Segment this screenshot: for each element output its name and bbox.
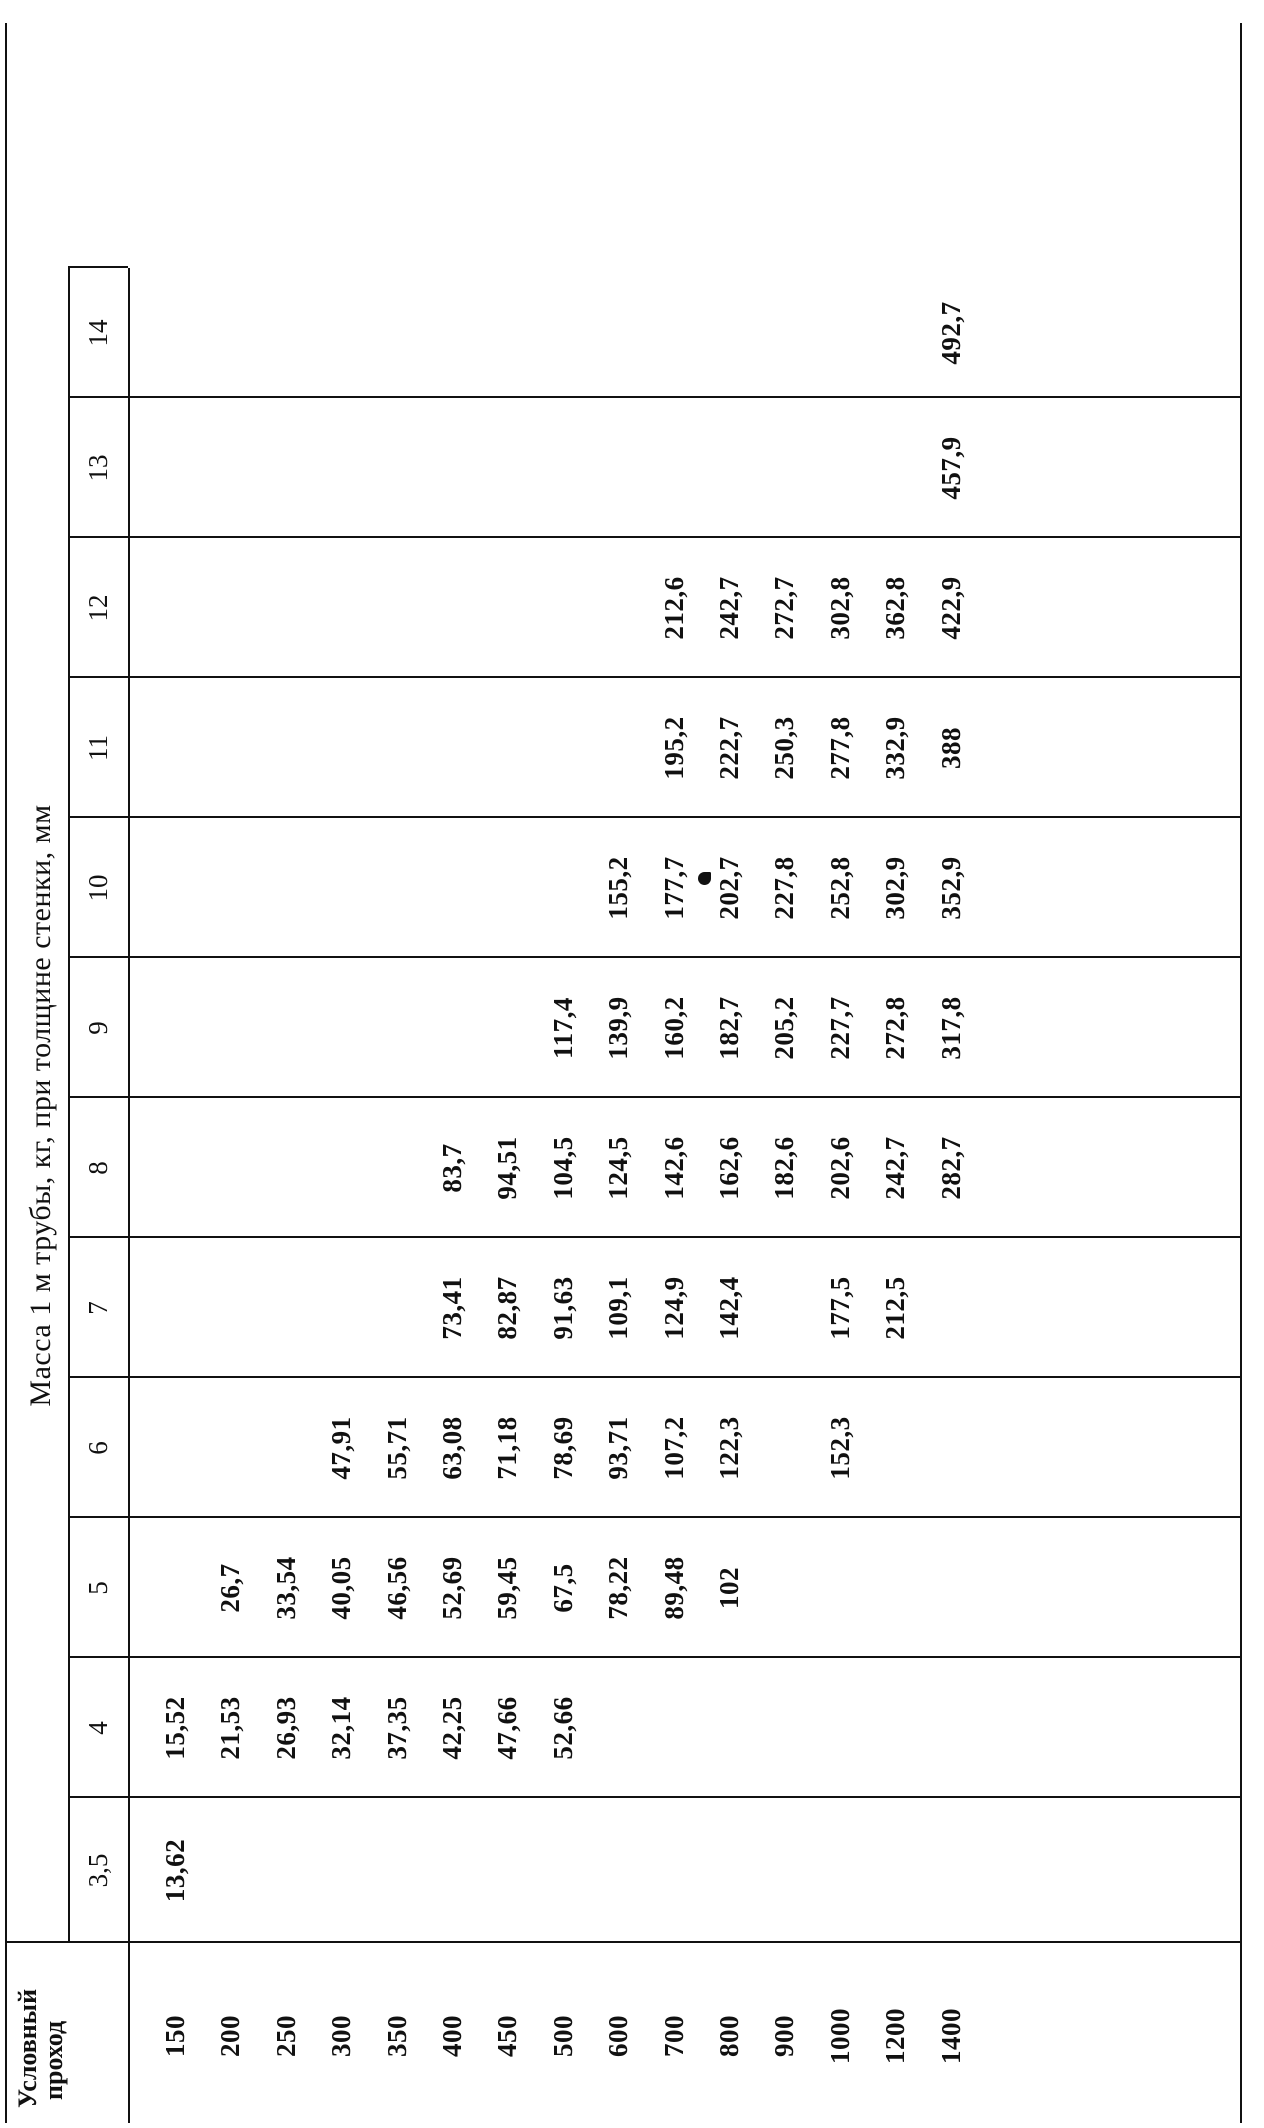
mass-cell: 63,08 xyxy=(437,1416,467,1480)
thickness-header: 5 xyxy=(83,1581,113,1595)
thickness-header: 7 xyxy=(83,1301,113,1315)
mass-cell: 160,2 xyxy=(658,996,689,1060)
column-rule xyxy=(68,676,1240,678)
dn-cell: 150 xyxy=(160,2015,190,2057)
dn-cell: 200 xyxy=(215,2015,246,2057)
thickness-header: 10 xyxy=(83,874,113,902)
mass-cell: 40,05 xyxy=(326,1556,357,1620)
mass-cell: 42,25 xyxy=(437,1696,467,1760)
thickness-header: 8 xyxy=(83,1161,113,1175)
dn-cell: 1200 xyxy=(880,2008,911,2064)
thickness-header: 13 xyxy=(83,454,113,482)
mass-cell: 67,5 xyxy=(547,1563,578,1613)
mass-cell: 33,54 xyxy=(270,1556,301,1620)
mass-cell: 142,6 xyxy=(658,1136,689,1200)
mass-cell: 177,5 xyxy=(824,1276,855,1340)
mass-cell: 32,14 xyxy=(326,1696,357,1760)
mass-cell: 272,8 xyxy=(880,996,911,1060)
mass-cell: 46,56 xyxy=(381,1556,412,1620)
mass-cell: 202,7 xyxy=(714,856,744,920)
mass-cell: 162,6 xyxy=(714,1136,744,1200)
thickness-header: 12 xyxy=(83,594,113,622)
mass-cell: 155,2 xyxy=(603,856,634,920)
dn-cell: 700 xyxy=(658,2015,689,2057)
mass-cell: 317,8 xyxy=(935,996,966,1060)
mass-cell: 250,3 xyxy=(769,716,800,780)
mass-cell: 52,66 xyxy=(547,1696,578,1760)
mass-cell: 117,4 xyxy=(547,997,578,1059)
mass-cell: 152,3 xyxy=(824,1416,855,1480)
mass-cell: 277,8 xyxy=(824,716,855,780)
mass-cell: 59,45 xyxy=(492,1556,523,1620)
column-rule xyxy=(68,266,128,268)
mass-cell: 104,5 xyxy=(547,1136,578,1200)
mass-cell: 78,22 xyxy=(603,1556,634,1620)
mass-cell: 212,5 xyxy=(880,1276,911,1340)
mass-cell: 272,7 xyxy=(769,576,800,640)
mass-cell: 142,4 xyxy=(714,1276,744,1340)
mass-cell: 195,2 xyxy=(658,716,689,780)
dn-cell: 800 xyxy=(714,2015,744,2057)
column-rule xyxy=(68,1096,1240,1098)
mass-cell: 78,69 xyxy=(547,1416,578,1480)
mass-cell: 212,6 xyxy=(658,576,689,640)
mass-cell: 252,8 xyxy=(824,856,855,920)
mass-cell: 302,9 xyxy=(880,856,911,920)
mass-cell: 222,7 xyxy=(714,716,744,780)
mass-cell: 177,7 xyxy=(658,856,689,920)
table-border-bottom xyxy=(1240,23,1242,2123)
dn-cell: 900 xyxy=(769,2015,800,2057)
thickness-header: 6 xyxy=(83,1441,113,1455)
column-rule xyxy=(68,1516,1240,1518)
mass-cell: 457,9 xyxy=(935,436,966,500)
dn-cell: 400 xyxy=(437,2015,467,2057)
column-rule xyxy=(68,396,1240,398)
mass-cell: 422,9 xyxy=(935,576,966,640)
dn-cell: 450 xyxy=(492,2015,523,2057)
column-rule xyxy=(68,1376,1240,1378)
mass-cell: 227,8 xyxy=(769,856,800,920)
mass-cell: 82,87 xyxy=(492,1276,523,1340)
mass-cell: 47,91 xyxy=(326,1416,357,1480)
mass-cell: 124,9 xyxy=(658,1276,689,1340)
mass-cell: 47,66 xyxy=(492,1696,523,1760)
dn-cell: 1400 xyxy=(935,2008,966,2064)
mass-cell: 492,7 xyxy=(935,301,966,365)
mass-cell: 91,63 xyxy=(547,1276,578,1340)
mass-cell: 107,2 xyxy=(658,1416,689,1480)
mass-cell: 55,71 xyxy=(381,1416,412,1480)
table-caption: Масса 1 м трубы, кг, при толщине стенки, мм xyxy=(23,804,57,1407)
mass-cell: 122,3 xyxy=(714,1416,744,1480)
mass-cell: 182,7 xyxy=(714,996,744,1060)
mass-cell: 362,8 xyxy=(880,576,911,640)
thickness-header: 4 xyxy=(83,1721,113,1735)
mass-cell: 332,9 xyxy=(880,716,911,780)
column-rule xyxy=(68,1236,1240,1238)
mass-cell: 73,41 xyxy=(437,1276,467,1340)
thickness-header: 9 xyxy=(83,1021,113,1035)
mass-cell: 205,2 xyxy=(769,996,800,1060)
mass-cell: 282,7 xyxy=(935,1136,966,1200)
column-rule xyxy=(68,816,1240,818)
thickness-header: 11 xyxy=(83,735,113,761)
column-rule xyxy=(68,1796,1240,1798)
mass-cell: 102 xyxy=(714,1567,744,1609)
mass-cell: 352,9 xyxy=(935,856,966,920)
mass-cell: 202,6 xyxy=(824,1136,855,1200)
dn-cell: 250 xyxy=(270,2015,301,2057)
mass-cell: 52,69 xyxy=(437,1556,467,1620)
ink-mark xyxy=(698,872,711,885)
mass-cell: 37,35 xyxy=(381,1696,412,1760)
mass-cell: 26,93 xyxy=(270,1696,301,1760)
mass-cell: 89,48 xyxy=(658,1556,689,1620)
column-rule xyxy=(68,956,1240,958)
mass-cell: 242,7 xyxy=(714,576,744,640)
mass-cell: 15,52 xyxy=(160,1696,190,1760)
dn-cell: 300 xyxy=(326,2015,357,2057)
row-header-line1: Условный xyxy=(13,1988,42,2108)
column-rule xyxy=(68,536,1240,538)
mass-cell: 182,6 xyxy=(769,1136,800,1200)
mass-cell: 242,7 xyxy=(880,1136,911,1200)
column-rule xyxy=(5,1941,1240,1943)
mass-cell: 94,51 xyxy=(492,1136,523,1200)
mass-cell: 26,7 xyxy=(215,1563,246,1613)
mass-cell: 124,5 xyxy=(603,1136,634,1200)
mass-cell: 13,62 xyxy=(160,1838,190,1903)
mass-cell: 302,8 xyxy=(824,576,855,640)
thickness-header: 14 xyxy=(83,319,113,347)
mass-cell: 109,1 xyxy=(603,1276,634,1340)
dn-cell: 600 xyxy=(603,2015,634,2057)
mass-cell: 21,53 xyxy=(215,1696,246,1760)
mass-cell: 139,9 xyxy=(603,996,634,1060)
dn-cell: 500 xyxy=(547,2015,578,2057)
caption-rule xyxy=(68,268,70,1943)
header-rule xyxy=(128,268,130,2123)
mass-cell: 388 xyxy=(935,727,966,769)
dn-cell: 1000 xyxy=(824,2008,855,2064)
row-header-line2: проход xyxy=(39,2020,68,2100)
mass-cell: 71,18 xyxy=(492,1416,523,1480)
mass-cell: 93,71 xyxy=(603,1416,634,1480)
table-border-top xyxy=(5,23,7,2123)
mass-cell: 227,7 xyxy=(824,996,855,1060)
column-rule xyxy=(68,1656,1240,1658)
thickness-header: 3,5 xyxy=(83,1853,113,1888)
dn-cell: 350 xyxy=(381,2015,412,2057)
mass-cell: 83,7 xyxy=(437,1143,467,1193)
